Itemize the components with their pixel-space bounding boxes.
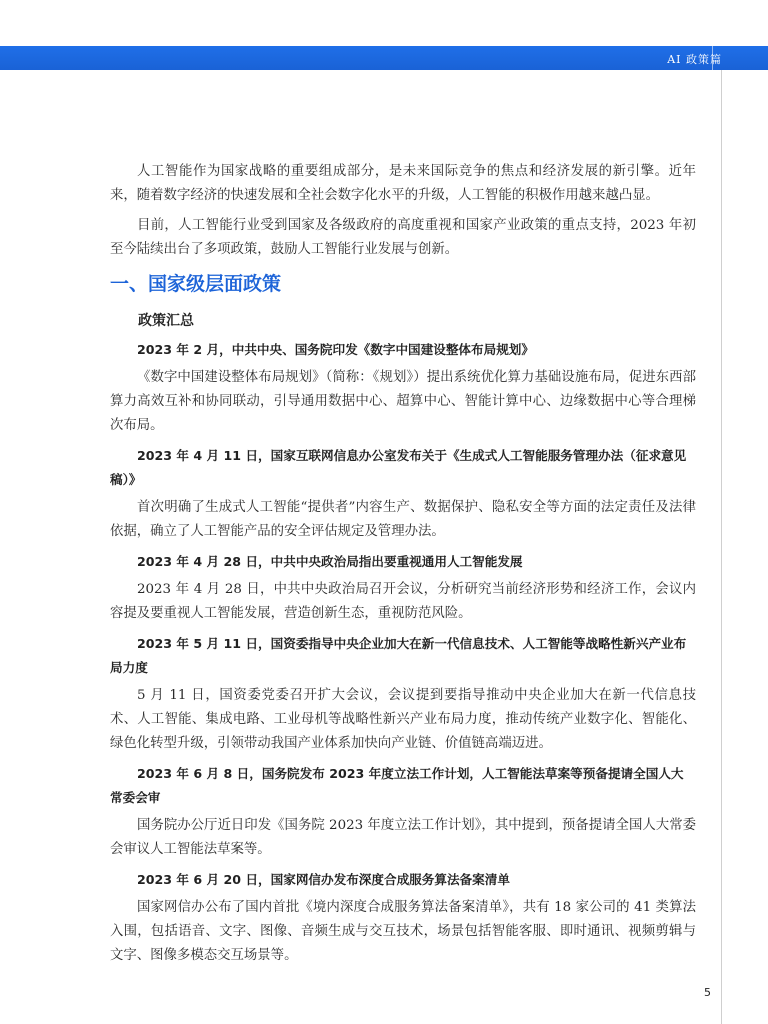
- section-heading: 一、国家级层面政策: [110, 273, 282, 295]
- policy-item-title: 2023 年 2 月，中共中央、国务院印发《数字中国建设整体布局规划》: [137, 342, 534, 357]
- policy-summary-heading: 政策汇总: [138, 313, 194, 329]
- policy-item: [110, 550, 696, 626]
- policy-item: [110, 632, 696, 756]
- margin-rule: [721, 70, 722, 1024]
- policy-item-body: 2023 年 4 月 28 日，中共中央政治局召开会议，分析研究当前经济形势和经济工作，会议内容提及要重视人工智能发展，营造创新生态，重视防范风险。: [110, 582, 696, 621]
- policy-item: [110, 762, 696, 862]
- policy-item-body: 《数字中国建设整体布局规划》（简称：《规划》）提出系统优化算力基础设施布局，促进东西部算力高效互补和协同联动，引导通用数据中心、超算中心、智能计算中心、边缘数据中心等合理梯次布局。: [110, 370, 696, 433]
- policy-item-body: 国务院办公厅近日印发《国务院 2023 年度立法工作计划》，其中提到，预备提请全国人大常委会审议人工智能法草案等。: [110, 818, 696, 857]
- policy-item-title: 2023 年 6 月 20 日，国家网信办发布深度合成服务算法备案清单: [137, 872, 510, 887]
- page-number: 5: [704, 986, 711, 999]
- policy-item-title: 2023 年 5 月 11 日，国资委指导中央企业加大在新一代信息技术、人工智能等战略性新兴产业布局力度: [110, 636, 687, 675]
- policy-item-body: 国家网信办公布了国内首批《境内深度合成服务算法备案清单》，共有 18 家公司的 41 类算法入围，包括语音、文字、图像、音频生成与交互技术，场景包括智能客服、即时通讯、视频剪辑与文字、图像多模态交互场景等。: [110, 900, 696, 963]
- policy-item-title: 2023 年 6 月 8 日，国务院发布 2023 年度立法工作计划，人工智能法草案等预备提请全国人大常委会审: [110, 766, 684, 805]
- intro-paragraph: 人工智能作为国家战略的重要组成部分，是未来国际竞争的焦点和经济发展的新引擎。近年来，随着数字经济的快速发展和全社会数字化水平的升级，人工智能的积极作用越来越凸显。: [110, 164, 696, 203]
- header-label: AI 政策篇: [667, 53, 722, 66]
- page-content: [110, 160, 696, 974]
- policy-item: [110, 444, 696, 544]
- header-bar: [0, 46, 768, 70]
- policy-item: [110, 338, 696, 438]
- policy-item-body: 5 月 11 日，国资委党委召开扩大会议，会议提到要指导推动中央企业加大在新一代信息技术、人工智能、集成电路、工业母机等战略性新兴产业布局力度，推动传统产业数字化、智能化、绿色化转型升级，引领带动我国产业体系加快向产业链、价值链高端迈进。: [110, 688, 696, 751]
- policy-item-body: 首次明确了生成式人工智能“提供者”内容生产、数据保护、隐私安全等方面的法定责任及法律依据，确立了人工智能产品的安全评估规定及管理办法。: [110, 500, 696, 539]
- intro-paragraph: 目前，人工智能行业受到国家及各级政府的高度重视和国家产业政策的重点支持，2023 年初至今陆续出台了多项政策，鼓励人工智能行业发展与创新。: [110, 218, 696, 257]
- policy-item-title: 2023 年 4 月 11 日，国家互联网信息办公室发布关于《生成式人工智能服务管理办法（征求意见稿）》: [110, 448, 687, 487]
- policy-item-title: 2023 年 4 月 28 日，中共中央政治局指出要重视通用人工智能发展: [137, 554, 523, 569]
- policy-item: [110, 868, 696, 968]
